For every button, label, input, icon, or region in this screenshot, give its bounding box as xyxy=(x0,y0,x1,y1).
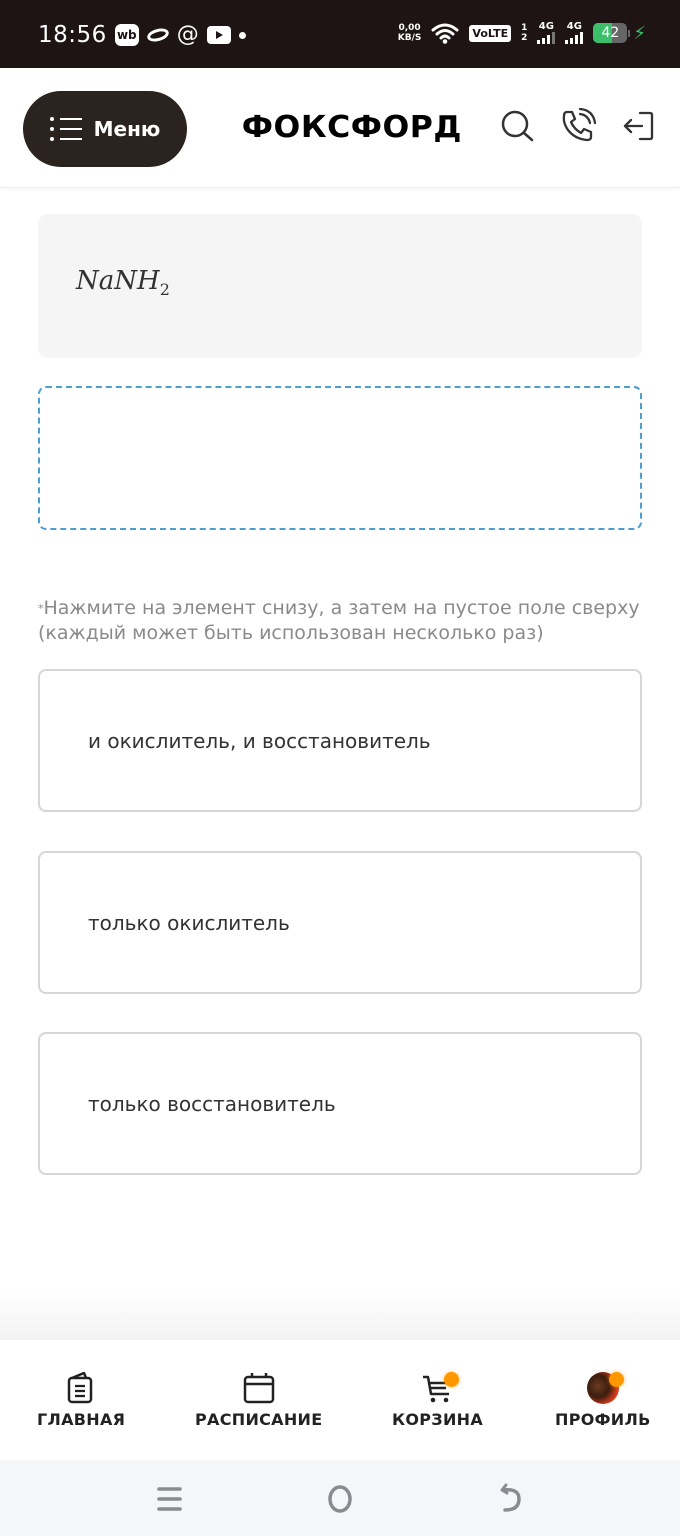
calendar-icon xyxy=(242,1370,276,1406)
formula-subscript: 2 xyxy=(159,280,170,300)
answer-drop-zone[interactable] xyxy=(38,386,642,530)
at-mail-icon: @ xyxy=(176,22,199,47)
profile-avatar xyxy=(586,1370,620,1406)
answer-option-label: только окислитель xyxy=(88,910,290,935)
dot-icon xyxy=(239,32,246,39)
back-icon[interactable] xyxy=(493,1482,527,1516)
net-speed-value: 0,00 xyxy=(398,23,421,33)
bottom-tab-bar xyxy=(0,1340,680,1460)
cart-badge xyxy=(444,1372,459,1387)
app-header xyxy=(0,68,680,188)
profile-badge xyxy=(609,1372,624,1387)
wifi-icon xyxy=(431,22,459,44)
tab-schedule[interactable] xyxy=(195,1370,322,1429)
tab-profile[interactable] xyxy=(555,1370,651,1429)
menu-list-icon xyxy=(50,117,82,141)
oval-app-icon xyxy=(146,26,170,43)
formula xyxy=(76,266,170,299)
sim-indicator xyxy=(521,23,527,43)
hint-text: Нажмите на элемент снизу, а затем на пустое поле сверху (каждый может быть использован несколько раз) xyxy=(38,597,640,644)
bottom-shade xyxy=(0,1290,680,1340)
battery-level: 42 xyxy=(601,25,620,41)
formula-card xyxy=(38,214,642,358)
tab-label: РАСПИСАНИЕ xyxy=(195,1410,323,1429)
formula-main: NaNH xyxy=(76,266,160,296)
recents-icon[interactable] xyxy=(153,1482,187,1516)
foxford-logo[interactable]: ФОКСФОРД xyxy=(241,110,463,145)
answer-option[interactable] xyxy=(38,669,642,812)
signal-sim2-icon xyxy=(565,22,583,44)
volte-badge: VoLTE xyxy=(469,25,511,42)
menu-button[interactable] xyxy=(23,91,187,167)
status-right xyxy=(398,22,646,44)
hint-asterisk: * xyxy=(38,602,44,615)
sim2-label: 2 xyxy=(521,33,528,43)
network1-label: 4G xyxy=(538,21,554,32)
menu-label: Меню xyxy=(93,117,161,141)
answer-option-label: и окислитель, и восстановитель xyxy=(88,728,431,753)
status-bar xyxy=(0,0,680,68)
tab-home[interactable] xyxy=(37,1370,125,1429)
battery-icon xyxy=(593,23,646,44)
cart-icon xyxy=(421,1370,455,1406)
login-icon[interactable] xyxy=(620,108,656,144)
wb-icon: wb xyxy=(115,24,139,46)
answer-option[interactable] xyxy=(38,851,642,994)
net-speed-unit: KB/S xyxy=(397,33,422,43)
status-time: 18:56 xyxy=(38,22,107,48)
network2-label: 4G xyxy=(566,21,582,32)
signal-sim1-icon xyxy=(537,22,555,44)
system-nav-bar xyxy=(0,1460,680,1536)
charging-icon: ⚡ xyxy=(633,22,646,44)
status-left xyxy=(38,22,246,48)
tab-label: КОРЗИНА xyxy=(392,1410,484,1429)
document-icon xyxy=(64,1370,98,1406)
answer-option[interactable] xyxy=(38,1032,642,1175)
answer-option-label: только восстановитель xyxy=(88,1091,336,1116)
network-speed xyxy=(398,23,422,43)
search-icon[interactable] xyxy=(499,108,535,144)
instruction-hint xyxy=(38,596,648,646)
tab-label: ГЛАВНАЯ xyxy=(37,1410,126,1429)
phone-call-icon[interactable] xyxy=(560,108,596,144)
sim1-label: 1 xyxy=(521,23,528,33)
youtube-icon xyxy=(207,26,231,44)
tab-cart[interactable] xyxy=(392,1370,483,1429)
home-icon[interactable] xyxy=(323,1482,357,1516)
tab-label: ПРОФИЛЬ xyxy=(555,1410,651,1429)
